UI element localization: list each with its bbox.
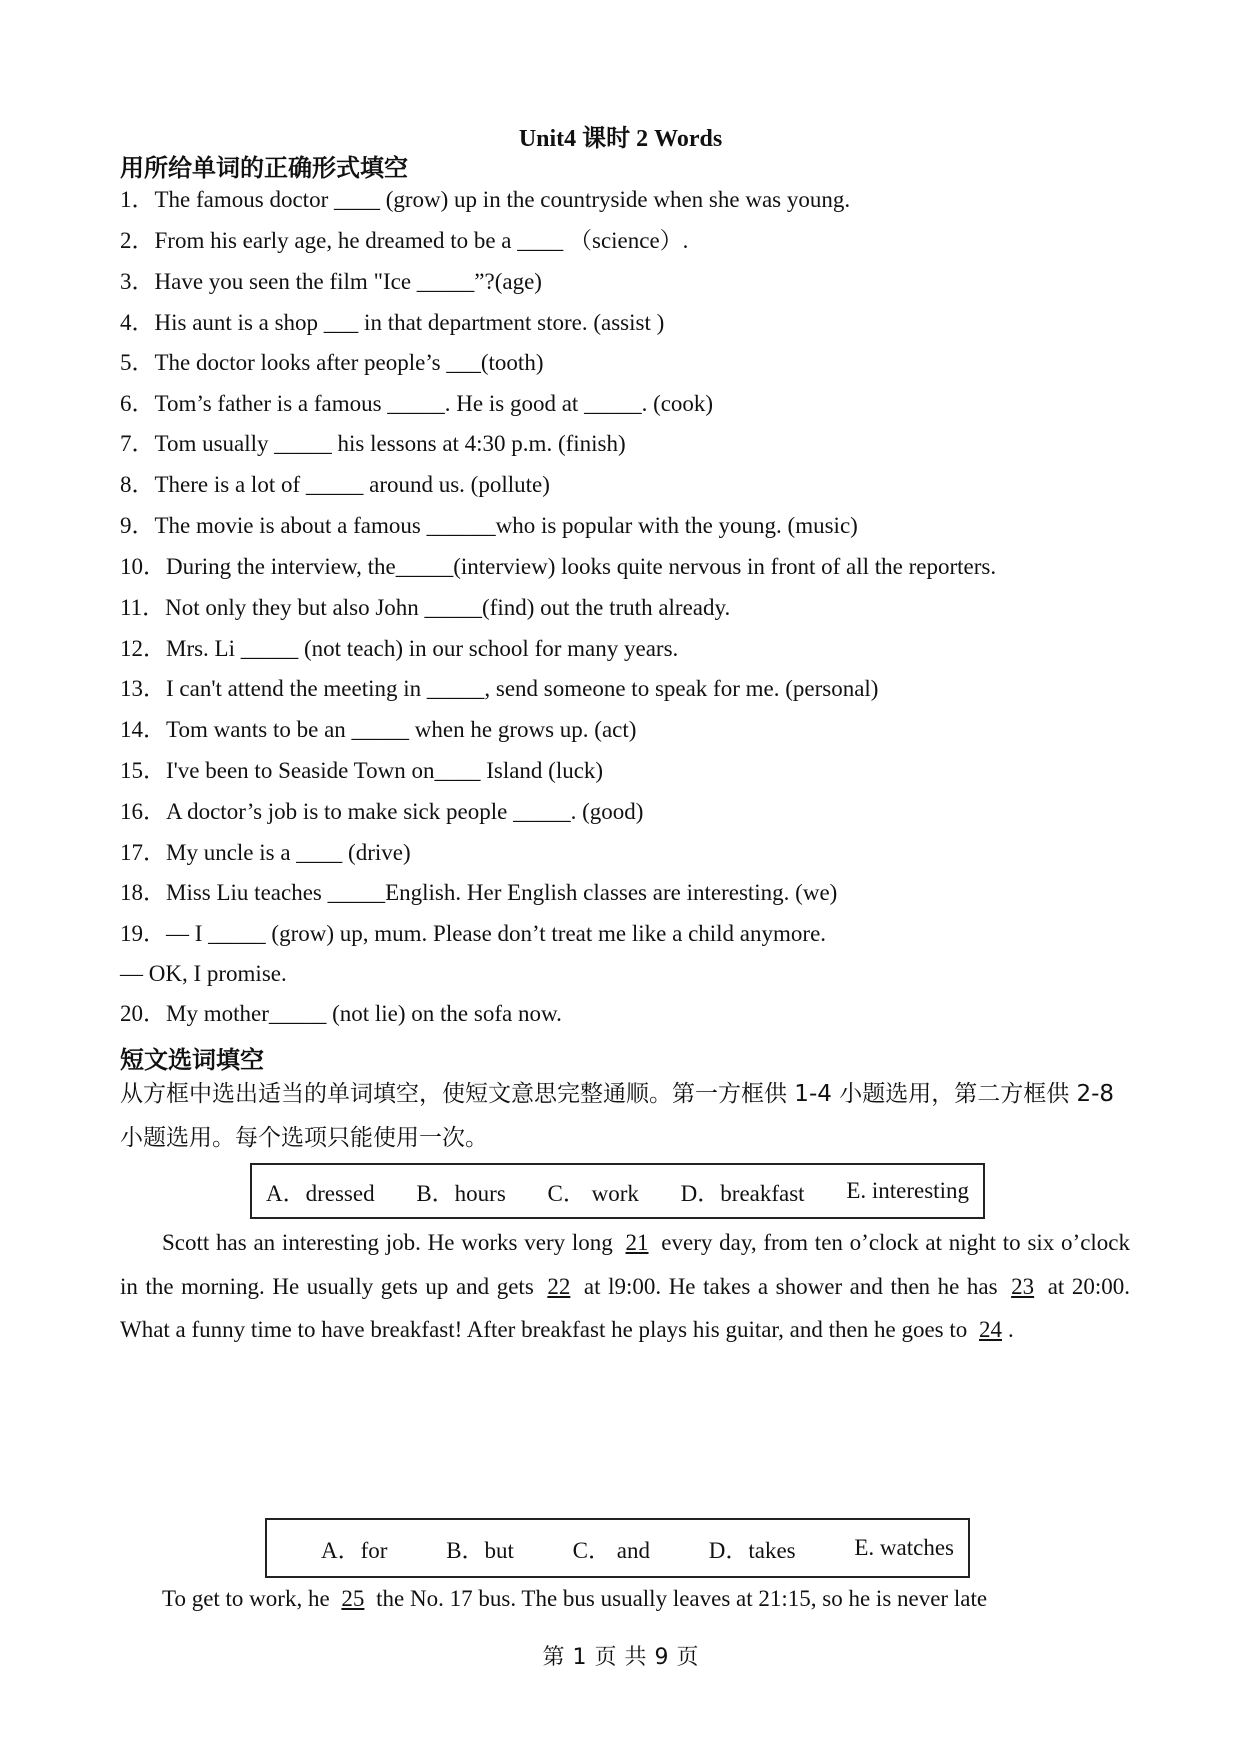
exercise-item: 11．Not only they but also John _____(find) out the truth already. bbox=[120, 595, 731, 620]
passage-paragraph-2 bbox=[120, 1577, 1130, 1621]
word-option: C． and bbox=[572, 1537, 650, 1563]
page-title: Unit4 课时 2 Words bbox=[518, 126, 723, 152]
word-option: C． work bbox=[547, 1180, 639, 1206]
word-box-2 bbox=[265, 1518, 970, 1578]
word-option: B．hours bbox=[416, 1180, 506, 1206]
page-number: 1 bbox=[572, 1645, 587, 1670]
exercise-item: 7．Tom usually _____ his lessons at 4:30 p.m. (finish) bbox=[120, 431, 626, 456]
footer-text: 共 bbox=[624, 1645, 647, 1670]
word-box-1 bbox=[250, 1163, 985, 1219]
exercise-item: 15．I've been to Seaside Town on____ Island (luck) bbox=[120, 758, 604, 783]
passage-paragraph-1 bbox=[120, 1221, 1130, 1352]
exercise-item: 5．The doctor looks after people’s ___(tooth) bbox=[120, 350, 544, 375]
exercise-item: 2．From his early age, he dreamed to be a ____ （science）. bbox=[120, 228, 689, 253]
section-heading-passage-fill: 短文选词填空 bbox=[120, 1046, 264, 1074]
exercise-item: 6．Tom’s father is a famous _____. He is good at _____. (cook) bbox=[120, 391, 714, 416]
exercise-item: 17．My uncle is a ____ (drive) bbox=[120, 840, 411, 865]
exercise-item: 18．Miss Liu teaches _____English. Her English classes are interesting. (we) bbox=[120, 880, 838, 905]
exercise-item: 16．A doctor’s job is to make sick people _____. (good) bbox=[120, 799, 644, 824]
word-option: D．breakfast bbox=[680, 1180, 805, 1206]
passage-text: at 20:00. What a funny time to have breakfast! After breakfast he plays his guitar, and then he goes to bbox=[120, 1273, 1130, 1342]
exercise-item: 9．The movie is about a famous ______who is popular with the young. (music) bbox=[120, 513, 858, 538]
passage-text: . bbox=[1008, 1317, 1014, 1342]
exercise-item: 14．Tom wants to be an _____ when he grows up. (act) bbox=[120, 717, 637, 742]
instruction-text: 从方框中选出适当的单词填空，使短文意思完整通顺。第一方框供 1-4 小题选用，第二方框供 2-8 小题选用。每个选项只能使用一次。 bbox=[120, 1081, 1115, 1151]
blank-25: 25 bbox=[341, 1586, 365, 1611]
exercise-item: 4．His aunt is a shop ___ in that department store. (assist ) bbox=[120, 310, 665, 335]
word-option: E. interesting bbox=[846, 1178, 969, 1203]
blank-21: 21 bbox=[625, 1230, 649, 1255]
blank-24: 24 bbox=[979, 1317, 1002, 1342]
word-option: A．for bbox=[321, 1537, 388, 1563]
exercise-item: 8．There is a lot of _____ around us. (pollute) bbox=[120, 472, 550, 497]
word-option: E. watches bbox=[854, 1535, 954, 1560]
footer-text: 页 bbox=[594, 1645, 617, 1670]
word-option: D．takes bbox=[708, 1537, 796, 1563]
exercise-item: 1．The famous doctor ____ (grow) up in the countryside when she was young. bbox=[120, 187, 851, 212]
section-heading-fill-blanks: 用所给单词的正确形式填空 bbox=[120, 154, 408, 182]
passage-text: To get to work, he bbox=[162, 1586, 336, 1611]
exercise-item: 12．Mrs. Li _____ (not teach) in our school for many years. bbox=[120, 636, 679, 661]
exercise-item: 10．During the interview, the_____(interview) looks quite nervous in front of all the reporters. bbox=[120, 554, 997, 579]
exercise-item: — OK, I promise. bbox=[120, 961, 287, 986]
footer-text: 第 bbox=[542, 1645, 565, 1670]
blank-22: 22 bbox=[547, 1273, 571, 1299]
passage-text: at l9:00. He takes a shower and then he has bbox=[576, 1273, 1006, 1299]
blank-23: 23 bbox=[1011, 1273, 1035, 1299]
exercise-item: 13．I can't attend the meeting in _____, send someone to speak for me. (personal) bbox=[120, 676, 879, 701]
total-pages: 9 bbox=[654, 1645, 669, 1670]
passage-text: every day, from ten o’clock at night to six o’clock in the morning. He usually gets up and gets bbox=[120, 1230, 1131, 1299]
passage-text: the No. 17 bus. The bus usually leaves at 21:15, so he is never late bbox=[370, 1586, 988, 1611]
exercise-item: 20．My mother_____ (not lie) on the sofa now. bbox=[120, 1001, 562, 1026]
footer-text: 页 bbox=[676, 1645, 699, 1670]
exercise-item: 3．Have you seen the film "Ice _____”?(age) bbox=[120, 269, 542, 294]
word-option: A．dressed bbox=[266, 1180, 375, 1206]
exercise-item: 19．— I _____ (grow) up, mum. Please don’t treat me like a child anymore. bbox=[120, 921, 827, 946]
page-footer bbox=[0, 1640, 1241, 1671]
word-option: B．but bbox=[446, 1537, 514, 1563]
passage-text: Scott has an interesting job. He works very long bbox=[162, 1230, 620, 1255]
